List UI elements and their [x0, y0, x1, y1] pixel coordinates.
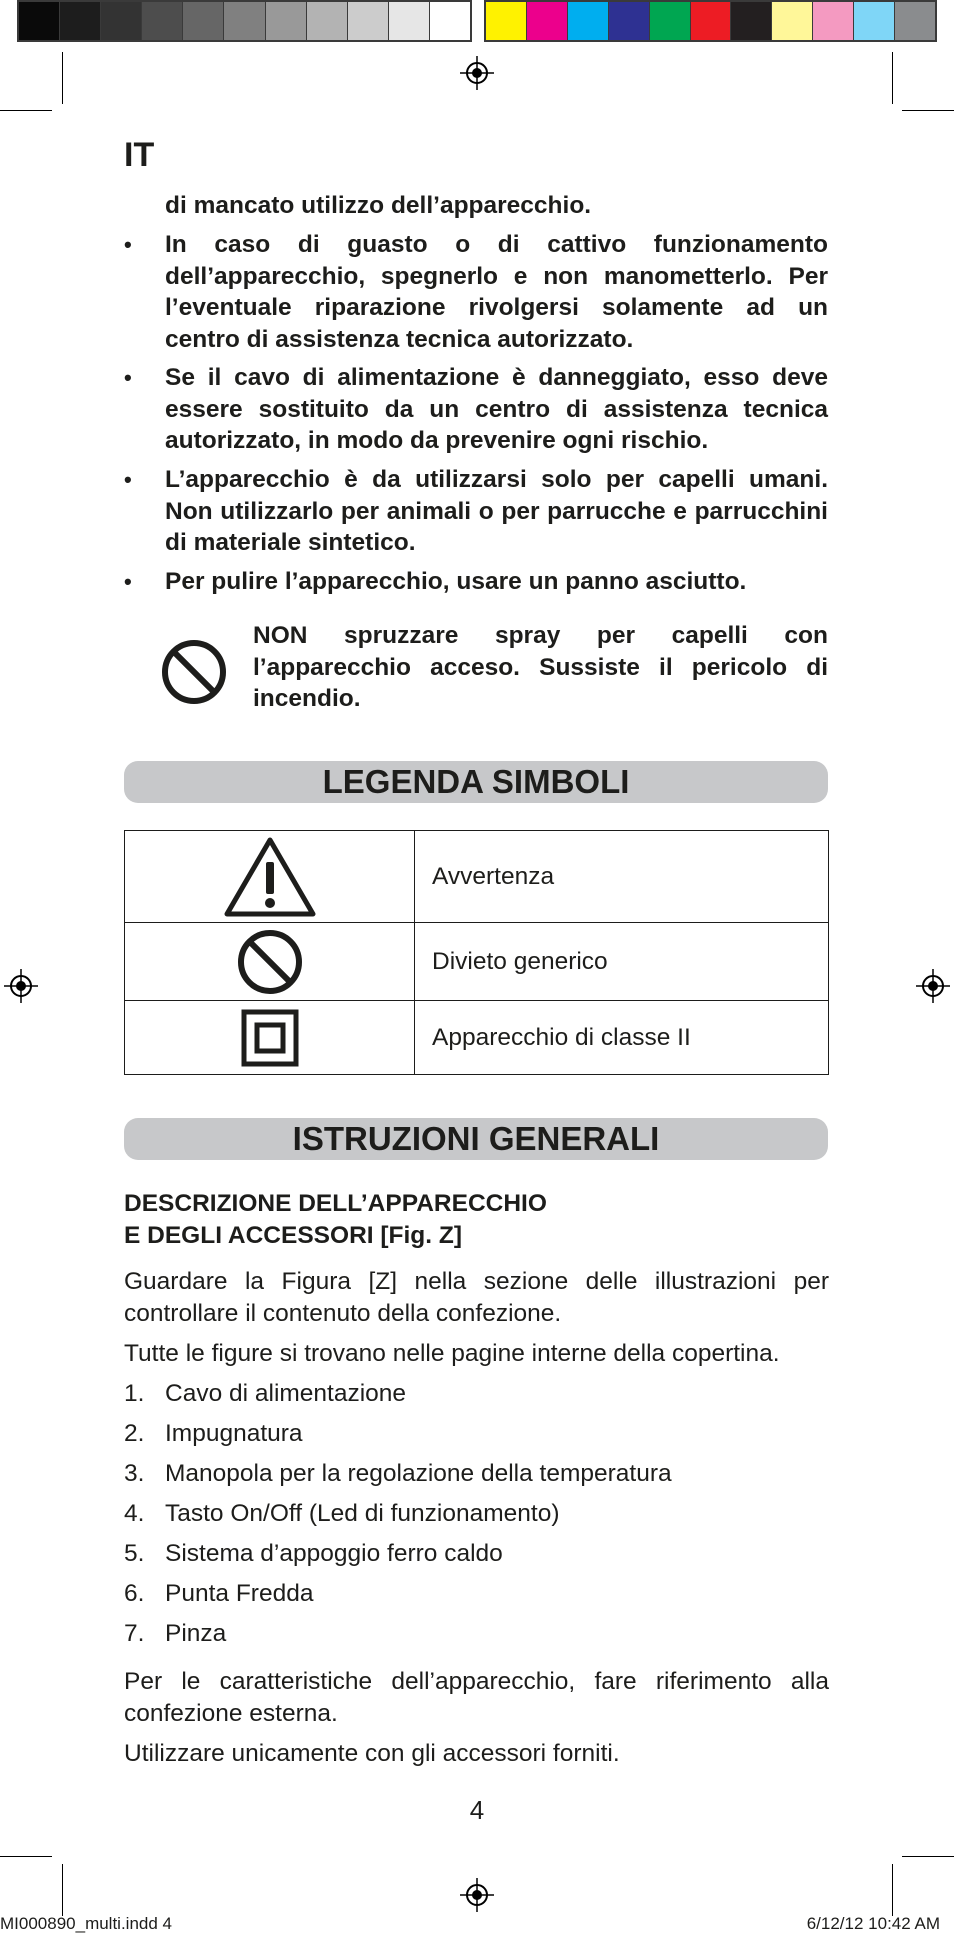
- table-row: [125, 923, 829, 1001]
- crop-mark: [902, 1856, 954, 1857]
- crop-mark: [892, 52, 893, 104]
- gray-swatch: [224, 2, 265, 40]
- color-swatch: [895, 2, 935, 40]
- list-number: 1.: [124, 1380, 145, 1407]
- list-text: Pinza: [165, 1620, 227, 1647]
- list-item: [124, 1538, 503, 1570]
- list-number: 6.: [124, 1580, 145, 1607]
- warning-continuation: di mancato utilizzo dell’apparecchio.: [165, 192, 592, 219]
- list-text: Impugnatura: [165, 1420, 303, 1447]
- warning-item: Per pulire l’apparecchio, usare un panno asciutto.: [165, 568, 747, 595]
- symbol-label: Apparecchio di classe II: [415, 1001, 829, 1075]
- list-text: Cavo di alimentazione: [165, 1380, 407, 1407]
- list-text: Sistema d’appoggio ferro caldo: [165, 1540, 503, 1567]
- list-number: 5.: [124, 1540, 145, 1567]
- table-row: [125, 1001, 829, 1075]
- registration-mark-icon: [460, 56, 494, 90]
- color-swatch: [772, 2, 813, 40]
- list-number: 3.: [124, 1460, 145, 1487]
- gray-swatch: [101, 2, 142, 40]
- section-heading-general: ISTRUZIONI GENERALI: [124, 1118, 828, 1160]
- list-item: [124, 1498, 560, 1530]
- gray-swatch: [430, 2, 470, 40]
- bullet-marker: •: [124, 467, 132, 492]
- gray-swatch: [307, 2, 348, 40]
- bullet-marker: •: [124, 365, 132, 390]
- color-swatch: [854, 2, 895, 40]
- gray-swatch: [142, 2, 183, 40]
- list-number: 7.: [124, 1620, 145, 1647]
- crop-mark: [0, 1856, 52, 1857]
- symbol-label: Avvertenza: [415, 831, 829, 923]
- class-ii-icon: [241, 1009, 299, 1067]
- crop-mark: [892, 1864, 893, 1916]
- process-color-bar: [484, 0, 937, 42]
- gray-swatch: [389, 2, 430, 40]
- color-swatch: [731, 2, 772, 40]
- characteristics-paragraph: Per le caratteristiche dell’apparecchio, fare riferimento alla confezione esterna.: [124, 1668, 829, 1727]
- list-item: [124, 1378, 406, 1410]
- color-swatch: [609, 2, 650, 40]
- subheading: DESCRIZIONE DELL’APPARECCHIO: [124, 1190, 547, 1217]
- section-heading-legend: LEGENDA SIMBOLI: [124, 761, 828, 803]
- registration-mark-icon: [4, 969, 38, 1003]
- warning-item: Se il cavo di alimentazione è danneggiato, esso deve essere sostituito da un centro di assistenza tecnica autorizzato, in modo da prevenire ogni rischio.: [165, 364, 828, 454]
- crop-mark: [62, 1864, 63, 1916]
- warning-item: L’apparecchio è da utilizzarsi solo per capelli umani. Non utilizzarlo per animali o per parrucche e parrucchini di materiale sintetico.: [165, 466, 828, 556]
- crop-mark: [902, 110, 954, 111]
- color-swatch: [691, 2, 732, 40]
- symbol-cell: [125, 1001, 415, 1075]
- gray-swatch: [348, 2, 389, 40]
- symbol-cell: [125, 923, 415, 1001]
- list-number: 4.: [124, 1500, 145, 1527]
- accessories-note: Utilizzare unicamente con gli accessori forniti.: [124, 1740, 620, 1767]
- symbol-label: Divieto generico: [415, 923, 829, 1001]
- color-swatch: [650, 2, 691, 40]
- registration-mark-icon: [460, 1878, 494, 1912]
- list-item: [124, 1578, 313, 1610]
- gray-swatch: [266, 2, 307, 40]
- prohibition-icon: [160, 638, 228, 706]
- page-number: 4: [469, 1795, 485, 1825]
- symbol-cell: [125, 831, 415, 923]
- symbols-table: [124, 830, 829, 1075]
- figures-note: Tutte le figure si trovano nelle pagine interne della copertina.: [124, 1340, 780, 1367]
- warning-triangle-icon: [222, 834, 318, 920]
- list-number: 2.: [124, 1420, 145, 1447]
- gray-swatch: [19, 2, 60, 40]
- footer-filename: MI000890_multi.indd 4: [0, 1914, 173, 1933]
- prohibition-icon: [236, 928, 304, 996]
- color-swatch: [568, 2, 609, 40]
- list-item: [124, 1618, 226, 1650]
- bullet-marker: •: [124, 232, 132, 257]
- footer-timestamp: 6/12/12 10:42 AM: [806, 1914, 940, 1933]
- grayscale-color-bar: [17, 0, 472, 42]
- crop-mark: [0, 110, 52, 111]
- registration-mark-icon: [916, 969, 950, 1003]
- color-swatch: [813, 2, 854, 40]
- list-item: [124, 1458, 672, 1490]
- table-row: [125, 831, 829, 923]
- prohibition-note: NON spruzzare spray per capelli con l’apparecchio acceso. Sussiste il pericolo di incendio.: [253, 622, 828, 712]
- color-swatch: [486, 2, 527, 40]
- gray-swatch: [183, 2, 224, 40]
- warning-item: In caso di guasto o di cattivo funzionamento dell’apparecchio, spegnerlo e non manometterlo. Per l’eventuale riparazione rivolgersi solamente ad un centro di assistenza tecnica autorizzato.: [165, 231, 828, 353]
- gray-swatch: [60, 2, 101, 40]
- subheading: E DEGLI ACCESSORI [Fig. Z]: [124, 1222, 463, 1249]
- bullet-marker: •: [124, 569, 132, 594]
- list-text: Tasto On/Off (Led di funzionamento): [165, 1500, 560, 1527]
- crop-mark: [62, 52, 63, 104]
- intro-paragraph: Guardare la Figura [Z] nella sezione delle illustrazioni per controllare il contenuto della confezione.: [124, 1268, 829, 1327]
- list-text: Manopola per la regolazione della temperatura: [165, 1460, 672, 1487]
- list-item: [124, 1418, 303, 1450]
- language-tag: IT: [124, 136, 155, 174]
- list-text: Punta Fredda: [165, 1580, 314, 1607]
- color-swatch: [527, 2, 568, 40]
